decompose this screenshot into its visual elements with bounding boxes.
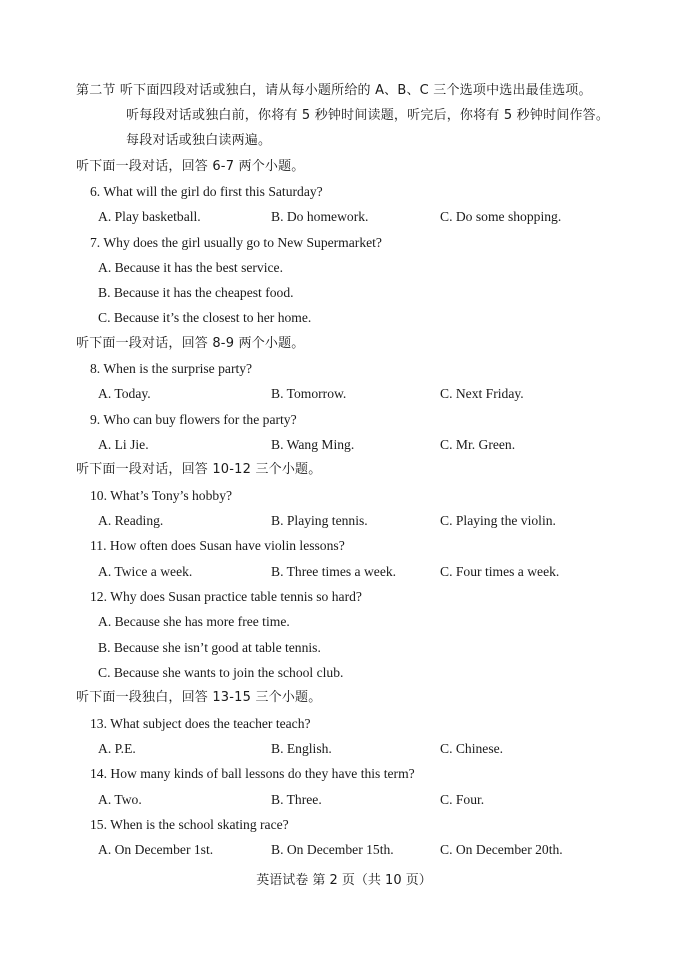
option-b: B. Tomorrow. <box>271 386 347 401</box>
option-c: C. On December 20th. <box>440 842 563 857</box>
option-a: A. Reading. <box>98 513 164 528</box>
option-b: B. Three times a week. <box>271 564 397 579</box>
option-c: C. Four. <box>440 792 485 807</box>
option-a: A. Because she has more free time. <box>98 614 290 629</box>
question-10: 10. What’s Tony’s hobby? <box>90 488 233 503</box>
option-c: C. Do some shopping. <box>440 209 562 224</box>
option-a: A. On December 1st. <box>98 842 214 857</box>
option-c: C. Next Friday. <box>440 386 524 401</box>
page-footer: 英语试卷 第 2 页（共 10 页） <box>256 873 432 888</box>
question-13: 13. What subject does the teacher teach? <box>90 716 311 731</box>
option-a: A. Today. <box>98 386 151 401</box>
option-b: B. Do homework. <box>271 209 369 224</box>
option-a: A. Play basketball. <box>98 209 201 224</box>
group-intro: 听下面一段独白，回答 13-15 三个小题。 <box>76 690 322 705</box>
section-heading: 第二节 听下面四段对话或独白，请从每小题所给的 A、B、C 三个选项中选出最佳选项。 <box>76 83 592 98</box>
option-b: B. Three. <box>271 792 322 807</box>
question-8: 8. When is the surprise party? <box>90 361 253 376</box>
option-c: C. Because it’s the closest to her home. <box>98 310 312 325</box>
option-c: C. Chinese. <box>440 741 504 756</box>
question-6: 6. What will the girl do first this Saturday? <box>90 184 323 199</box>
question-12: 12. Why does Susan practice table tennis so hard? <box>90 589 362 604</box>
question-14: 14. How many kinds of ball lessons do they have this term? <box>90 766 415 781</box>
question-11: 11. How often does Susan have violin lessons? <box>90 538 345 553</box>
option-a: A. Twice a week. <box>98 564 193 579</box>
option-a: A. Because it has the best service. <box>98 260 283 275</box>
section-instruction: 每段对话或独白读两遍。 <box>126 133 272 148</box>
option-b: B. Wang Ming. <box>271 437 355 452</box>
option-c: C. Four times a week. <box>440 564 560 579</box>
option-a: A. P.E. <box>98 741 136 756</box>
option-c: C. Because she wants to join the school club. <box>98 665 344 680</box>
option-c: C. Mr. Green. <box>440 437 516 452</box>
section-instruction: 听每段对话或独白前，你将有 5 秒钟时间读题，听完后，你将有 5 秒钟时间作答。 <box>126 108 610 123</box>
question-9: 9. Who can buy flowers for the party? <box>90 412 297 427</box>
group-intro: 听下面一段对话，回答 10-12 三个小题。 <box>76 462 322 477</box>
option-b: B. English. <box>271 741 332 756</box>
option-a: A. Li Jie. <box>98 437 149 452</box>
option-a: A. Two. <box>98 792 142 807</box>
option-b: B. Because it has the cheapest food. <box>98 285 294 300</box>
option-c: C. Playing the violin. <box>440 513 556 528</box>
group-intro: 听下面一段对话，回答 6-7 两个小题。 <box>76 159 305 174</box>
question-15: 15. When is the school skating race? <box>90 817 289 832</box>
option-b: B. Playing tennis. <box>271 513 368 528</box>
group-intro: 听下面一段对话，回答 8-9 两个小题。 <box>76 336 305 351</box>
question-7: 7. Why does the girl usually go to New Supermarket? <box>90 235 382 250</box>
option-b: B. On December 15th. <box>271 842 394 857</box>
option-b: B. Because she isn’t good at table tennis. <box>98 640 321 655</box>
